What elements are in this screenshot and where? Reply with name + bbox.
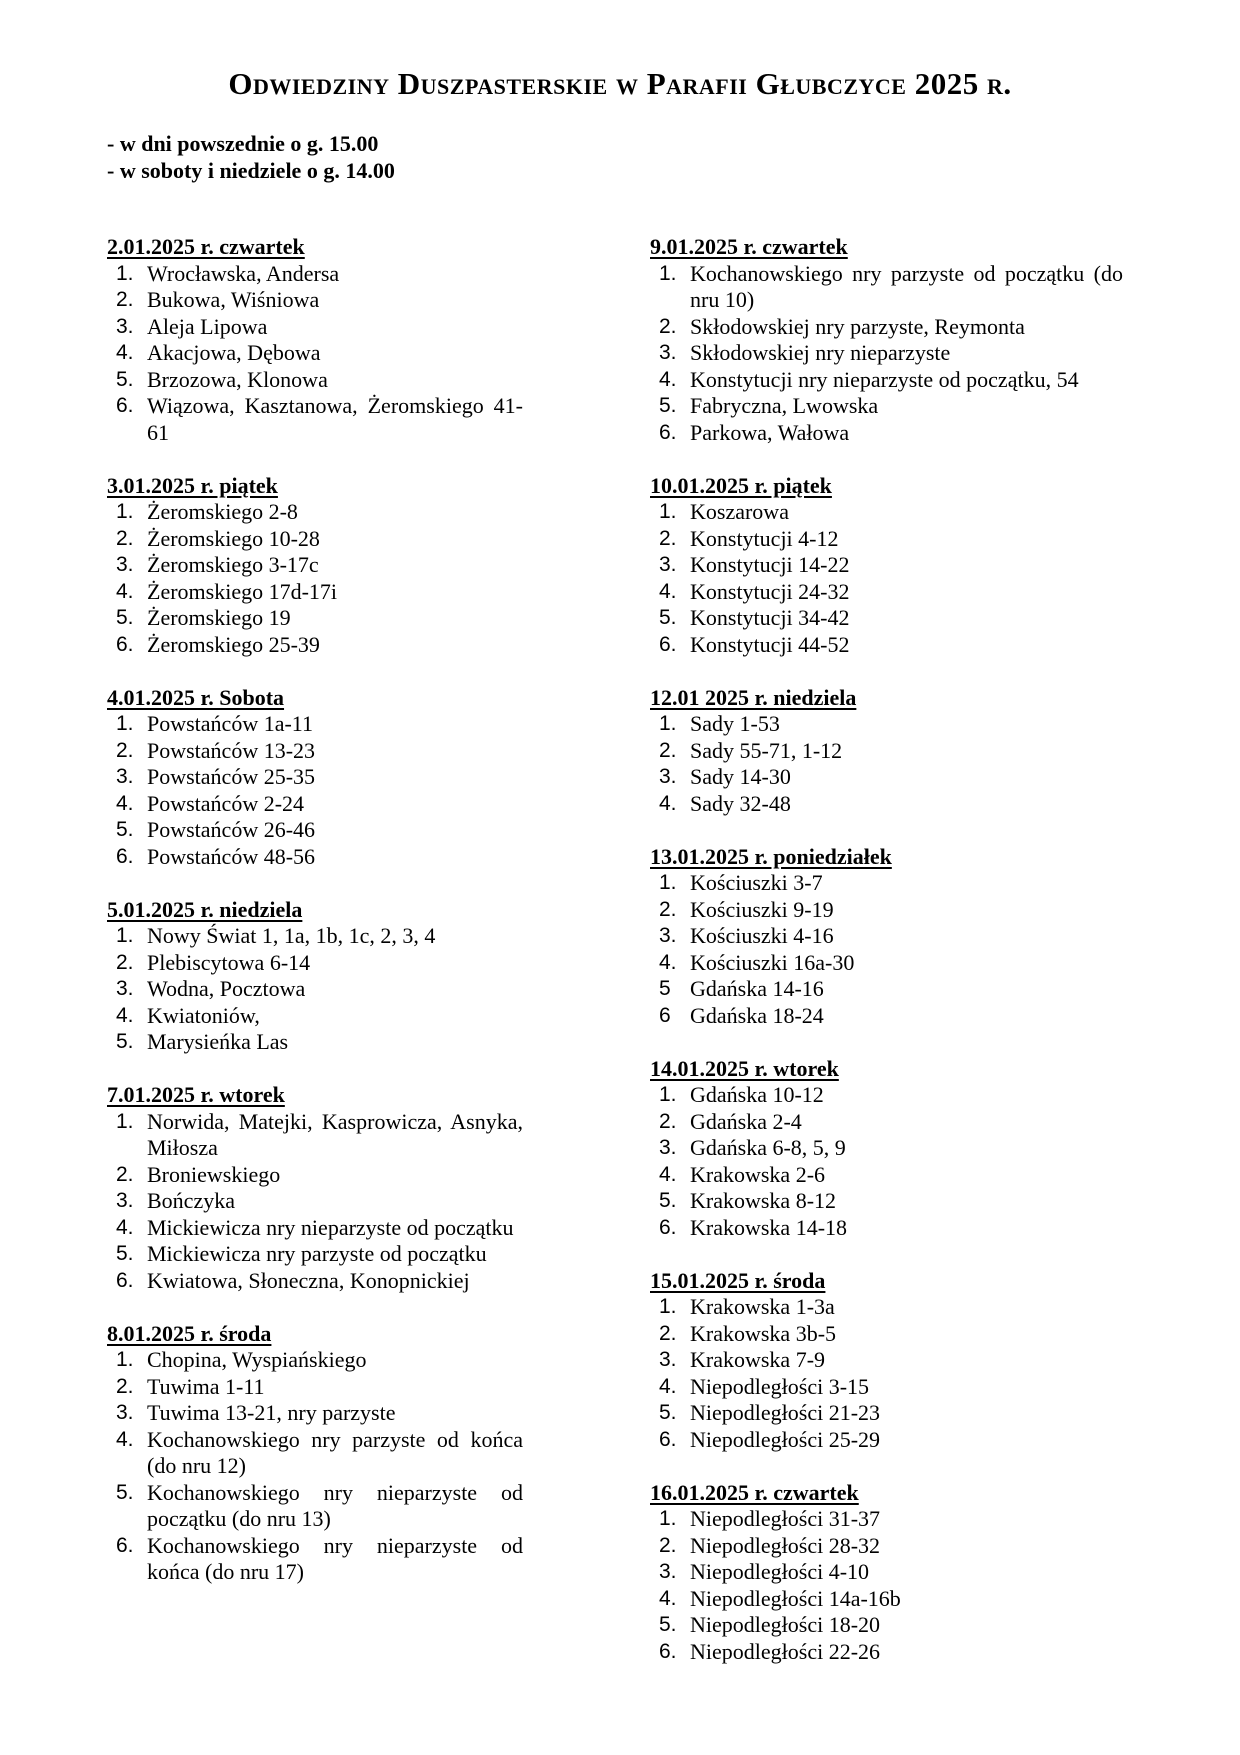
- street-list-item: [650, 1533, 1123, 1560]
- item-number: 5.: [659, 394, 677, 417]
- street-list-item: [107, 1533, 523, 1586]
- street-list-item: [650, 1188, 1123, 1215]
- street-list-item: [650, 552, 1123, 579]
- street-list-item: [650, 764, 1123, 791]
- item-number: 3.: [659, 924, 677, 947]
- day-heading: 4.01.2025 r. Sobota: [107, 684, 285, 710]
- street-list-item: [650, 1374, 1123, 1401]
- item-text: Wrocławska, Andersa: [147, 260, 340, 286]
- street-list-item: [107, 764, 523, 791]
- street-list-item: [650, 1135, 1123, 1162]
- day-heading: 10.01.2025 r. piątek: [650, 472, 832, 498]
- item-text: Broniewskiego: [147, 1161, 281, 1187]
- item-text: Kochanowskiego nry nieparzyste od końca (do nru 17): [147, 1532, 523, 1584]
- item-number: 4.: [116, 341, 134, 364]
- day-section: [107, 685, 523, 871]
- item-text: Kościuszki 3-7: [690, 870, 823, 895]
- item-number: 4.: [659, 1374, 677, 1398]
- street-list-item: [650, 1109, 1123, 1136]
- street-list-item: [107, 1480, 523, 1533]
- item-number: 1.: [659, 871, 677, 894]
- item-number: 6.: [116, 1268, 134, 1292]
- item-text: Tuwima 13-21, nry parzyste: [147, 1400, 396, 1425]
- street-list-item: [107, 1188, 523, 1215]
- item-number: 3.: [116, 1401, 134, 1424]
- day-section: [107, 473, 523, 659]
- item-number: 4.: [116, 1215, 134, 1239]
- item-text: Krakowska 8-12: [690, 1188, 837, 1213]
- item-text: Gdańska 10-12: [690, 1082, 824, 1107]
- item-text: Niepodległości 3-15: [690, 1373, 870, 1399]
- street-list-item: [650, 340, 1123, 367]
- item-number: 6.: [659, 1639, 677, 1663]
- street-list-item: [107, 711, 523, 738]
- item-text: Chopina, Wyspiańskiego: [147, 1347, 367, 1372]
- item-number: 6: [659, 1003, 671, 1027]
- schedule-column-left: [107, 234, 523, 1692]
- item-number: 5.: [116, 1480, 134, 1504]
- street-list-item: [107, 1109, 523, 1162]
- item-text: Fabryczna, Lwowska: [690, 393, 879, 418]
- street-list-item: [650, 1612, 1123, 1639]
- schedule-column-right: [650, 234, 1123, 1692]
- street-list-item: [107, 314, 523, 341]
- street-list-item: [650, 1506, 1123, 1533]
- item-number: 2.: [659, 314, 677, 338]
- street-list-item: [107, 526, 523, 553]
- street-list-item: [107, 367, 523, 394]
- item-text: Żeromskiego 25-39: [147, 631, 320, 657]
- item-text: Tuwima 1-11: [147, 1373, 265, 1399]
- street-list-item: [650, 1294, 1123, 1321]
- street-list-item: [650, 923, 1123, 950]
- item-number: 5.: [116, 1242, 134, 1265]
- item-text: Sady 32-48: [690, 790, 791, 816]
- day-section: [650, 844, 1123, 1030]
- item-number: 5.: [659, 1401, 677, 1424]
- item-text: Konstytucji 4-12: [690, 525, 839, 551]
- street-list-item: [107, 1215, 523, 1242]
- item-text: Kwiatoniów,: [147, 1002, 260, 1028]
- day-heading: 5.01.2025 r. niedziela: [107, 896, 303, 922]
- street-list-item: [107, 1347, 523, 1374]
- item-text: Żeromskiego 2-8: [147, 499, 298, 524]
- item-number: 3.: [116, 977, 134, 1000]
- street-list-item: [650, 976, 1123, 1003]
- item-text: Sady 14-30: [690, 764, 791, 789]
- item-text: Żeromskiego 19: [147, 605, 291, 630]
- item-number: 5.: [116, 818, 134, 841]
- item-text: Żeromskiego 17d-17i: [147, 578, 338, 604]
- item-text: Kościuszki 16a-30: [690, 949, 855, 975]
- item-number: 1.: [116, 924, 134, 947]
- street-list-item: [107, 393, 523, 446]
- street-list-item: [107, 1427, 523, 1480]
- item-number: 1.: [659, 1295, 677, 1318]
- item-text: Gdańska 18-24: [690, 1002, 824, 1028]
- item-text: Powstańców 2-24: [147, 790, 305, 816]
- item-text: Niepodległości 31-37: [690, 1506, 881, 1531]
- street-list-item: [650, 1639, 1123, 1666]
- item-text: Aleja Lipowa: [147, 313, 268, 339]
- item-text: Konstytucji 24-32: [690, 578, 850, 604]
- item-number: 3.: [659, 1560, 677, 1583]
- item-number: 2.: [659, 738, 677, 762]
- day-heading: 2.01.2025 r. czwartek: [107, 234, 305, 259]
- day-section: [650, 234, 1123, 446]
- item-number: 4.: [116, 791, 134, 815]
- item-number: 2.: [116, 1162, 134, 1186]
- item-number: 2.: [116, 526, 134, 550]
- street-list-item: [650, 950, 1123, 977]
- item-number: 1.: [116, 500, 134, 523]
- day-heading: 16.01.2025 r. czwartek: [650, 1479, 859, 1505]
- street-list-item: [650, 526, 1123, 553]
- item-text: Gdańska 6-8, 5, 9: [690, 1135, 846, 1160]
- item-text: Kościuszki 9-19: [690, 896, 834, 922]
- street-list-item: [650, 314, 1123, 341]
- street-list-item: [107, 499, 523, 526]
- street-list-item: [107, 261, 523, 288]
- page-title: Odwiedziny Duszpasterskie w Parafii Głubczyce 2025 r.: [228, 66, 1012, 101]
- item-text: Kochanowskiego nry parzyste od początku (do nru 10): [690, 260, 1123, 312]
- item-text: Koszarowa: [690, 499, 789, 524]
- day-heading: 7.01.2025 r. wtorek: [107, 1082, 285, 1107]
- item-text: Konstytucji 34-42: [690, 605, 850, 630]
- street-list-item: [650, 1162, 1123, 1189]
- item-text: Niepodległości 28-32: [690, 1532, 881, 1558]
- item-text: Powstańców 13-23: [147, 737, 316, 763]
- item-text: Krakowska 3b-5: [690, 1320, 837, 1346]
- street-list-item: [650, 1400, 1123, 1427]
- item-text: Plebiscytowa 6-14: [147, 949, 311, 975]
- day-section: [650, 685, 1123, 818]
- street-list-item: [650, 1215, 1123, 1242]
- street-list-item: [107, 950, 523, 977]
- item-number: 4.: [659, 1586, 677, 1610]
- item-number: 3.: [659, 341, 677, 364]
- visit-times-notes: [107, 130, 1133, 184]
- street-list-item: [650, 1427, 1123, 1454]
- street-list-item: [650, 1321, 1123, 1348]
- street-list-item: [650, 261, 1123, 314]
- item-number: 3.: [659, 1136, 677, 1159]
- item-text: Kochanowskiego nry parzyste od końca (do nru 12): [147, 1426, 523, 1478]
- item-text: Gdańska 2-4: [690, 1108, 802, 1134]
- item-number: 6.: [659, 1427, 677, 1451]
- item-text: Krakowska 7-9: [690, 1347, 826, 1372]
- item-text: Marysieńka Las: [147, 1029, 289, 1054]
- item-number: 3.: [659, 553, 677, 576]
- item-text: Bończyka: [147, 1188, 235, 1213]
- item-number: 6.: [116, 844, 134, 868]
- item-text: Gdańska 14-16: [690, 976, 824, 1001]
- street-list-item: [650, 605, 1123, 632]
- item-number: 2.: [116, 1374, 134, 1398]
- item-number: 1.: [659, 261, 677, 285]
- item-number: 2.: [659, 1321, 677, 1345]
- item-number: 5: [659, 977, 671, 1000]
- street-list-item: [107, 579, 523, 606]
- item-number: 2.: [659, 1533, 677, 1557]
- item-number: 3.: [116, 314, 134, 338]
- item-text: Niepodległości 22-26: [690, 1638, 881, 1664]
- item-text: Krakowska 2-6: [690, 1161, 826, 1187]
- item-text: Mickiewicza nry nieparzyste od początku: [147, 1214, 514, 1240]
- day-heading: 8.01.2025 r. środa: [107, 1320, 272, 1346]
- item-text: Brzozowa, Klonowa: [147, 366, 328, 392]
- item-text: Norwida, Matejki, Kasprowicza, Asnyka, Miłosza: [147, 1108, 523, 1160]
- item-number: 5.: [116, 606, 134, 629]
- street-list-item: [650, 1003, 1123, 1030]
- day-heading: 9.01.2025 r. czwartek: [650, 234, 848, 259]
- item-text: Wiązowa, Kasztanowa, Żeromskiego 41-61: [147, 393, 523, 445]
- street-list-item: [650, 1559, 1123, 1586]
- street-list-item: [107, 1400, 523, 1427]
- day-heading: 13.01.2025 r. poniedziałek: [650, 843, 892, 869]
- item-number: 1.: [116, 1109, 134, 1133]
- item-number: 4.: [659, 367, 677, 391]
- item-number: 1.: [659, 1507, 677, 1530]
- street-list-item: [107, 976, 523, 1003]
- item-number: 2.: [116, 950, 134, 974]
- item-text: Niepodległości 4-10: [690, 1559, 870, 1584]
- street-list-item: [107, 287, 523, 314]
- item-number: 3.: [116, 765, 134, 788]
- street-list-item: [650, 420, 1123, 447]
- item-text: Parkowa, Wałowa: [690, 419, 850, 445]
- item-number: 5.: [659, 606, 677, 629]
- item-text: Niepodległości 21-23: [690, 1400, 881, 1425]
- day-section: [650, 1268, 1123, 1454]
- street-list-item: [650, 870, 1123, 897]
- day-section: [107, 1082, 523, 1294]
- item-text: Skłodowskiej nry nieparzyste: [690, 340, 951, 365]
- item-number: 2.: [116, 288, 134, 311]
- item-text: Skłodowskiej nry parzyste, Reymonta: [690, 313, 1025, 339]
- item-number: 4.: [659, 579, 677, 603]
- street-list-item: [650, 393, 1123, 420]
- street-list-item: [650, 1082, 1123, 1109]
- item-number: 5.: [116, 367, 134, 391]
- item-text: Konstytucji 14-22: [690, 552, 850, 577]
- item-number: 4.: [116, 1003, 134, 1027]
- item-number: 4.: [659, 950, 677, 974]
- item-number: 2.: [116, 738, 134, 762]
- item-text: Mickiewicza nry parzyste od początku: [147, 1241, 487, 1266]
- item-text: Kwiatowa, Słoneczna, Konopnickiej: [147, 1267, 470, 1293]
- item-number: 3.: [116, 553, 134, 576]
- item-number: 2.: [659, 897, 677, 921]
- street-list-item: [107, 632, 523, 659]
- item-text: Krakowska 14-18: [690, 1214, 848, 1240]
- street-list-item: [650, 579, 1123, 606]
- street-list-item: [107, 923, 523, 950]
- item-text: Bukowa, Wiśniowa: [147, 287, 320, 312]
- street-list-item: [650, 632, 1123, 659]
- street-list-item: [107, 791, 523, 818]
- street-list-item: [107, 844, 523, 871]
- street-list-item: [650, 1347, 1123, 1374]
- day-heading: 15.01.2025 r. środa: [650, 1267, 826, 1293]
- day-section: [650, 1480, 1123, 1666]
- street-list-item: [650, 711, 1123, 738]
- item-number: 4.: [116, 1427, 134, 1451]
- note-weekdays: - w dni powszednie o g. 15.00: [107, 131, 379, 156]
- item-number: 2.: [659, 526, 677, 550]
- item-text: Kochanowskiego nry nieparzyste od początku (do nru 13): [147, 1479, 523, 1531]
- item-number: 6.: [116, 394, 134, 417]
- item-number: 3.: [116, 1189, 134, 1212]
- item-text: Powstańców 48-56: [147, 843, 316, 869]
- item-text: Wodna, Pocztowa: [147, 976, 306, 1001]
- item-number: 6.: [659, 1215, 677, 1239]
- street-list-item: [107, 1268, 523, 1295]
- item-text: Akacjowa, Dębowa: [147, 340, 321, 365]
- item-text: Konstytucji 44-52: [690, 631, 850, 657]
- item-number: 6.: [116, 1533, 134, 1557]
- street-list-item: [107, 552, 523, 579]
- street-list-item: [650, 897, 1123, 924]
- day-section: [107, 1321, 523, 1586]
- item-text: Żeromskiego 3-17c: [147, 552, 319, 577]
- item-number: 1.: [116, 712, 134, 735]
- item-text: Powstańców 25-35: [147, 764, 316, 789]
- item-number: 5.: [659, 1613, 677, 1636]
- street-list-item: [650, 791, 1123, 818]
- item-number: 6.: [659, 420, 677, 444]
- street-list-item: [107, 1374, 523, 1401]
- street-list-item: [650, 1586, 1123, 1613]
- street-list-item: [107, 340, 523, 367]
- street-list-item: [107, 1162, 523, 1189]
- item-number: 5.: [659, 1189, 677, 1212]
- item-number: 1.: [659, 1083, 677, 1106]
- day-section: [650, 1056, 1123, 1242]
- item-text: Nowy Świat 1, 1a, 1b, 1c, 2, 3, 4: [147, 923, 436, 948]
- item-number: 1.: [659, 500, 677, 523]
- day-section: [107, 234, 523, 446]
- item-number: 1.: [659, 712, 677, 735]
- item-text: Konstytucji nry nieparzyste od początku, 54: [690, 366, 1079, 392]
- street-list-item: [107, 605, 523, 632]
- day-heading: 12.01 2025 r. niedziela: [650, 684, 857, 710]
- street-list-item: [650, 499, 1123, 526]
- item-number: 4.: [659, 791, 677, 815]
- item-text: Sady 1-53: [690, 711, 780, 736]
- item-text: Żeromskiego 10-28: [147, 525, 320, 551]
- street-list-item: [650, 738, 1123, 765]
- item-text: Kościuszki 4-16: [690, 923, 834, 948]
- item-text: Sady 55-71, 1-12: [690, 737, 843, 763]
- item-number: 6.: [116, 632, 134, 656]
- street-list-item: [650, 367, 1123, 394]
- item-text: Niepodległości 25-29: [690, 1426, 881, 1452]
- street-list-item: [107, 1003, 523, 1030]
- item-number: 4.: [116, 579, 134, 603]
- item-text: Niepodległości 14a-16b: [690, 1585, 901, 1611]
- item-number: 1.: [116, 261, 134, 285]
- item-number: 3.: [659, 1348, 677, 1371]
- item-text: Powstańców 26-46: [147, 817, 316, 842]
- item-text: Niepodległości 18-20: [690, 1612, 881, 1637]
- item-number: 2.: [659, 1109, 677, 1133]
- street-list-item: [107, 1029, 523, 1056]
- item-text: Powstańców 1a-11: [147, 711, 313, 736]
- street-list-item: [107, 1241, 523, 1268]
- item-number: 4.: [659, 1162, 677, 1186]
- day-heading: 14.01.2025 r. wtorek: [650, 1055, 839, 1081]
- item-number: 6.: [659, 632, 677, 656]
- day-section: [650, 473, 1123, 659]
- note-weekends: - w soboty i niedziele o g. 14.00: [107, 158, 395, 183]
- day-section: [107, 897, 523, 1056]
- item-number: 1.: [116, 1348, 134, 1371]
- schedule-columns: [107, 234, 1133, 1692]
- street-list-item: [107, 738, 523, 765]
- item-number: 5.: [116, 1030, 134, 1053]
- street-list-item: [107, 817, 523, 844]
- item-number: 3.: [659, 765, 677, 788]
- item-text: Krakowska 1-3a: [690, 1294, 835, 1319]
- day-heading: 3.01.2025 r. piątek: [107, 472, 278, 498]
